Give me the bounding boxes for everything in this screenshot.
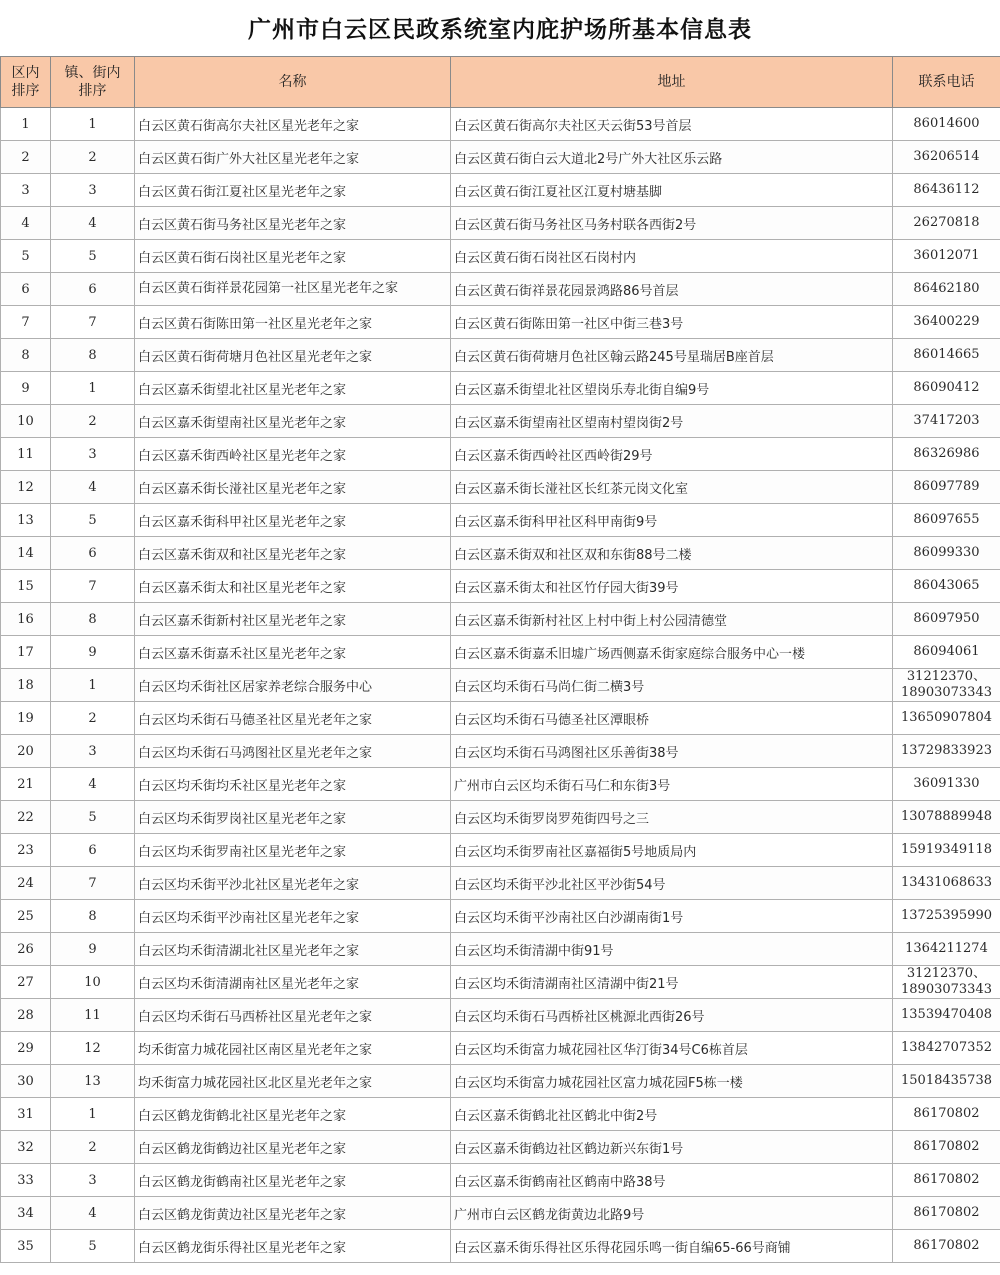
district-order-cell: 18 — [1, 669, 51, 702]
street-order-cell: 13 — [51, 1065, 135, 1098]
table-row — [1, 537, 1000, 570]
street-order-cell: 7 — [51, 570, 135, 603]
street-order-cell: 6 — [51, 273, 135, 306]
table-row — [1, 504, 1000, 537]
table-row — [1, 1197, 1000, 1230]
district-order-cell: 32 — [1, 1131, 51, 1164]
name-cell: 白云区均禾街罗岗社区星光老年之家 — [135, 801, 451, 834]
table-row — [1, 735, 1000, 768]
shelter-info-table — [0, 56, 1000, 1263]
header-name: 名称 — [135, 57, 451, 108]
name-cell: 白云区均禾街均禾社区星光老年之家 — [135, 768, 451, 801]
address-cell: 白云区均禾街石马德圣社区潭眼桥 — [451, 702, 893, 735]
district-order-cell: 23 — [1, 834, 51, 867]
name-cell: 白云区均禾街社区居家养老综合服务中心 — [135, 669, 451, 702]
table-row — [1, 405, 1000, 438]
address-cell: 白云区嘉禾街新村社区上村中街上村公园清德堂 — [451, 603, 893, 636]
name-cell: 白云区黄石街石岗社区星光老年之家 — [135, 240, 451, 273]
table-row — [1, 339, 1000, 372]
street-order-cell: 3 — [51, 174, 135, 207]
district-order-cell: 14 — [1, 537, 51, 570]
street-order-cell: 10 — [51, 966, 135, 999]
table-row — [1, 372, 1000, 405]
street-order-cell: 4 — [51, 1197, 135, 1230]
table-row — [1, 306, 1000, 339]
header-row — [1, 57, 1000, 108]
street-order-cell: 1 — [51, 372, 135, 405]
name-cell: 均禾街富力城花园社区南区星光老年之家 — [135, 1032, 451, 1065]
name-cell: 白云区嘉禾街太和社区星光老年之家 — [135, 570, 451, 603]
district-order-cell: 11 — [1, 438, 51, 471]
address-cell: 白云区嘉禾街长湴社区长红茶元岗文化室 — [451, 471, 893, 504]
phone-cell: 13729833923 — [893, 735, 1000, 768]
table-header — [1, 57, 1000, 108]
district-order-cell: 26 — [1, 933, 51, 966]
phone-cell: 86014600 — [893, 108, 1000, 141]
street-order-cell: 9 — [51, 933, 135, 966]
name-cell: 白云区黄石街荷塘月色社区星光老年之家 — [135, 339, 451, 372]
district-order-cell: 8 — [1, 339, 51, 372]
phone-cell: 13725395990 — [893, 900, 1000, 933]
street-order-cell: 3 — [51, 438, 135, 471]
table-row — [1, 108, 1000, 141]
name-cell: 白云区嘉禾街嘉禾社区星光老年之家 — [135, 636, 451, 669]
name-cell: 白云区嘉禾街双和社区星光老年之家 — [135, 537, 451, 570]
district-order-cell: 7 — [1, 306, 51, 339]
phone-cell: 86170802 — [893, 1098, 1000, 1131]
street-order-cell: 7 — [51, 306, 135, 339]
street-order-cell: 6 — [51, 834, 135, 867]
street-order-cell: 2 — [51, 1131, 135, 1164]
address-cell: 白云区嘉禾街科甲社区科甲南街9号 — [451, 504, 893, 537]
name-cell: 白云区均禾街清湖北社区星光老年之家 — [135, 933, 451, 966]
street-order-cell: 5 — [51, 1230, 135, 1263]
district-order-cell: 17 — [1, 636, 51, 669]
street-order-cell: 4 — [51, 768, 135, 801]
name-cell: 白云区黄石街祥景花园第一社区星光老年之家 — [135, 273, 451, 306]
name-cell: 白云区均禾街平沙北社区星光老年之家 — [135, 867, 451, 900]
district-order-cell: 25 — [1, 900, 51, 933]
address-cell: 白云区黄石街荷塘月色社区翰云路245号星瑞居B座首层 — [451, 339, 893, 372]
address-cell: 白云区嘉禾街嘉禾旧墟广场西侧嘉禾街家庭综合服务中心一楼 — [451, 636, 893, 669]
address-cell: 白云区均禾街清湖中街91号 — [451, 933, 893, 966]
address-cell: 白云区均禾街罗岗罗苑街四号之三 — [451, 801, 893, 834]
district-order-cell: 33 — [1, 1164, 51, 1197]
table-row — [1, 933, 1000, 966]
phone-cell: 86090412 — [893, 372, 1000, 405]
phone-cell: 86462180 — [893, 273, 1000, 306]
table-row — [1, 1230, 1000, 1263]
address-cell: 白云区均禾街石马鸿图社区乐善街38号 — [451, 735, 893, 768]
phone-cell: 13650907804 — [893, 702, 1000, 735]
table-row — [1, 999, 1000, 1032]
address-cell: 白云区嘉禾街鹤北社区鹤北中街2号 — [451, 1098, 893, 1131]
district-order-cell: 12 — [1, 471, 51, 504]
name-cell: 白云区嘉禾街科甲社区星光老年之家 — [135, 504, 451, 537]
address-cell: 白云区嘉禾街太和社区竹仔园大街39号 — [451, 570, 893, 603]
phone-cell: 37417203 — [893, 405, 1000, 438]
phone-cell: 86436112 — [893, 174, 1000, 207]
address-cell: 白云区嘉禾街西岭社区西岭街29号 — [451, 438, 893, 471]
address-cell: 白云区黄石街石岗社区石岗村内 — [451, 240, 893, 273]
address-cell: 白云区均禾街石马尚仁街二横3号 — [451, 669, 893, 702]
district-order-cell: 24 — [1, 867, 51, 900]
address-cell: 白云区嘉禾街鹤边社区鹤边新兴东街1号 — [451, 1131, 893, 1164]
address-cell: 白云区黄石街白云大道北2号广外大社区乐云路 — [451, 141, 893, 174]
street-order-cell: 11 — [51, 999, 135, 1032]
name-cell: 白云区嘉禾街望南社区星光老年之家 — [135, 405, 451, 438]
address-cell: 白云区均禾街罗南社区嘉福街5号地质局内 — [451, 834, 893, 867]
table-row — [1, 141, 1000, 174]
district-order-cell: 9 — [1, 372, 51, 405]
name-cell: 白云区黄石街陈田第一社区星光老年之家 — [135, 306, 451, 339]
name-cell: 白云区均禾街石马德圣社区星光老年之家 — [135, 702, 451, 735]
name-cell: 白云区黄石街江夏社区星光老年之家 — [135, 174, 451, 207]
district-order-cell: 10 — [1, 405, 51, 438]
address-cell: 白云区黄石街祥景花园景鸿路86号首层 — [451, 273, 893, 306]
name-cell: 白云区鹤龙街乐得社区星光老年之家 — [135, 1230, 451, 1263]
address-cell: 白云区均禾街平沙北社区平沙街54号 — [451, 867, 893, 900]
street-order-cell: 12 — [51, 1032, 135, 1065]
district-order-cell: 2 — [1, 141, 51, 174]
name-cell: 白云区均禾街石马鸿图社区星光老年之家 — [135, 735, 451, 768]
name-cell: 白云区黄石街广外大社区星光老年之家 — [135, 141, 451, 174]
phone-cell: 13078889948 — [893, 801, 1000, 834]
address-cell: 白云区黄石街高尔夫社区天云街53号首层 — [451, 108, 893, 141]
table-row — [1, 1164, 1000, 1197]
address-cell: 白云区均禾街富力城花园社区华汀街34号C6栋首层 — [451, 1032, 893, 1065]
name-cell: 白云区鹤龙街鹤北社区星光老年之家 — [135, 1098, 451, 1131]
name-cell: 白云区均禾街罗南社区星光老年之家 — [135, 834, 451, 867]
name-cell: 白云区鹤龙街黄边社区星光老年之家 — [135, 1197, 451, 1230]
district-order-cell: 34 — [1, 1197, 51, 1230]
district-order-cell: 21 — [1, 768, 51, 801]
street-order-cell: 3 — [51, 1164, 135, 1197]
phone-cell: 36012071 — [893, 240, 1000, 273]
street-order-cell: 4 — [51, 471, 135, 504]
table-row — [1, 1131, 1000, 1164]
table-row — [1, 636, 1000, 669]
header-district-order: 区内 排序 — [1, 57, 51, 108]
table-row — [1, 174, 1000, 207]
street-order-cell: 1 — [51, 108, 135, 141]
district-order-cell: 20 — [1, 735, 51, 768]
phone-cell: 31212370、 18903073343 — [893, 966, 1000, 999]
table-row — [1, 603, 1000, 636]
table-row — [1, 471, 1000, 504]
phone-cell: 86170802 — [893, 1197, 1000, 1230]
street-order-cell: 4 — [51, 207, 135, 240]
phone-cell: 86170802 — [893, 1131, 1000, 1164]
street-order-cell: 2 — [51, 141, 135, 174]
table-row — [1, 702, 1000, 735]
name-cell: 白云区黄石街高尔夫社区星光老年之家 — [135, 108, 451, 141]
district-order-cell: 19 — [1, 702, 51, 735]
street-order-cell: 5 — [51, 240, 135, 273]
name-cell: 白云区均禾街石马西桥社区星光老年之家 — [135, 999, 451, 1032]
phone-cell: 86043065 — [893, 570, 1000, 603]
district-order-cell: 13 — [1, 504, 51, 537]
table-row — [1, 801, 1000, 834]
name-cell: 白云区嘉禾街长湴社区星光老年之家 — [135, 471, 451, 504]
district-order-cell: 35 — [1, 1230, 51, 1263]
name-cell: 均禾街富力城花园社区北区星光老年之家 — [135, 1065, 451, 1098]
district-order-cell: 6 — [1, 273, 51, 306]
street-order-cell: 8 — [51, 339, 135, 372]
table-row — [1, 273, 1000, 306]
table-row — [1, 834, 1000, 867]
address-cell: 白云区均禾街富力城花园社区富力城花园F5栋一楼 — [451, 1065, 893, 1098]
street-order-cell: 5 — [51, 504, 135, 537]
district-order-cell: 31 — [1, 1098, 51, 1131]
phone-cell: 15018435738 — [893, 1065, 1000, 1098]
district-order-cell: 4 — [1, 207, 51, 240]
district-order-cell: 1 — [1, 108, 51, 141]
address-cell: 白云区嘉禾街望北社区望岗乐寿北街自编9号 — [451, 372, 893, 405]
phone-cell: 86097655 — [893, 504, 1000, 537]
phone-cell: 86170802 — [893, 1164, 1000, 1197]
street-order-cell: 7 — [51, 867, 135, 900]
table-row — [1, 669, 1000, 702]
phone-cell: 86097950 — [893, 603, 1000, 636]
address-cell: 白云区黄石街江夏社区江夏村塘基脚 — [451, 174, 893, 207]
header-street-order: 镇、街内 排序 — [51, 57, 135, 108]
street-order-cell: 2 — [51, 405, 135, 438]
district-order-cell: 16 — [1, 603, 51, 636]
district-order-cell: 5 — [1, 240, 51, 273]
header-address: 地址 — [451, 57, 893, 108]
table-row — [1, 867, 1000, 900]
table-body — [1, 108, 1000, 1263]
table-row — [1, 570, 1000, 603]
district-order-cell: 22 — [1, 801, 51, 834]
name-cell: 白云区鹤龙街鹤南社区星光老年之家 — [135, 1164, 451, 1197]
district-order-cell: 27 — [1, 966, 51, 999]
name-cell: 白云区均禾街清湖南社区星光老年之家 — [135, 966, 451, 999]
address-cell: 白云区均禾街清湖南社区清湖中街21号 — [451, 966, 893, 999]
phone-cell: 86094061 — [893, 636, 1000, 669]
address-cell: 白云区均禾街平沙南社区白沙湖南街1号 — [451, 900, 893, 933]
phone-cell: 36206514 — [893, 141, 1000, 174]
street-order-cell: 5 — [51, 801, 135, 834]
phone-cell: 26270818 — [893, 207, 1000, 240]
name-cell: 白云区黄石街马务社区星光老年之家 — [135, 207, 451, 240]
table-row — [1, 1098, 1000, 1131]
phone-cell: 13842707352 — [893, 1032, 1000, 1065]
district-order-cell: 30 — [1, 1065, 51, 1098]
phone-cell: 15919349118 — [893, 834, 1000, 867]
table-row — [1, 966, 1000, 999]
street-order-cell: 9 — [51, 636, 135, 669]
phone-cell: 86326986 — [893, 438, 1000, 471]
name-cell: 白云区嘉禾街望北社区星光老年之家 — [135, 372, 451, 405]
district-order-cell: 15 — [1, 570, 51, 603]
table-row — [1, 1032, 1000, 1065]
phone-cell: 13431068633 — [893, 867, 1000, 900]
phone-cell: 36400229 — [893, 306, 1000, 339]
table-row — [1, 438, 1000, 471]
address-cell: 白云区黄石街陈田第一社区中街三巷3号 — [451, 306, 893, 339]
phone-cell: 86099330 — [893, 537, 1000, 570]
phone-cell: 86170802 — [893, 1230, 1000, 1263]
page-title: 广州市白云区民政系统室内庇护场所基本信息表 — [248, 16, 752, 43]
street-order-cell: 2 — [51, 702, 135, 735]
phone-cell: 13539470408 — [893, 999, 1000, 1032]
address-cell: 白云区嘉禾街双和社区双和东街88号二楼 — [451, 537, 893, 570]
district-order-cell: 29 — [1, 1032, 51, 1065]
phone-cell: 86097789 — [893, 471, 1000, 504]
street-order-cell: 6 — [51, 537, 135, 570]
table-row — [1, 768, 1000, 801]
district-order-cell: 28 — [1, 999, 51, 1032]
table-row — [1, 240, 1000, 273]
phone-cell: 86014665 — [893, 339, 1000, 372]
address-cell: 白云区嘉禾街乐得社区乐得花园乐鸣一街自编65-66号商铺 — [451, 1230, 893, 1263]
address-cell: 广州市白云区均禾街石马仁和东街3号 — [451, 768, 893, 801]
name-cell: 白云区均禾街平沙南社区星光老年之家 — [135, 900, 451, 933]
street-order-cell: 3 — [51, 735, 135, 768]
address-cell: 白云区黄石街马务社区马务村联各西街2号 — [451, 207, 893, 240]
address-cell: 白云区嘉禾街望南社区望南村望岗街2号 — [451, 405, 893, 438]
street-order-cell: 1 — [51, 669, 135, 702]
street-order-cell: 1 — [51, 1098, 135, 1131]
phone-cell: 1364211274 — [893, 933, 1000, 966]
district-order-cell: 3 — [1, 174, 51, 207]
address-cell: 广州市白云区鹤龙街黄边北路9号 — [451, 1197, 893, 1230]
address-cell: 白云区均禾街石马西桥社区桃源北西街26号 — [451, 999, 893, 1032]
name-cell: 白云区嘉禾街新村社区星光老年之家 — [135, 603, 451, 636]
header-phone: 联系电话 — [893, 57, 1000, 108]
name-cell: 白云区嘉禾街西岭社区星光老年之家 — [135, 438, 451, 471]
street-order-cell: 8 — [51, 900, 135, 933]
name-cell: 白云区鹤龙街鹤边社区星光老年之家 — [135, 1131, 451, 1164]
table-row — [1, 207, 1000, 240]
address-cell: 白云区嘉禾街鹤南社区鹤南中路38号 — [451, 1164, 893, 1197]
table-row — [1, 900, 1000, 933]
phone-cell: 31212370、 18903073343 — [893, 669, 1000, 702]
street-order-cell: 8 — [51, 603, 135, 636]
table-row — [1, 1065, 1000, 1098]
phone-cell: 36091330 — [893, 768, 1000, 801]
